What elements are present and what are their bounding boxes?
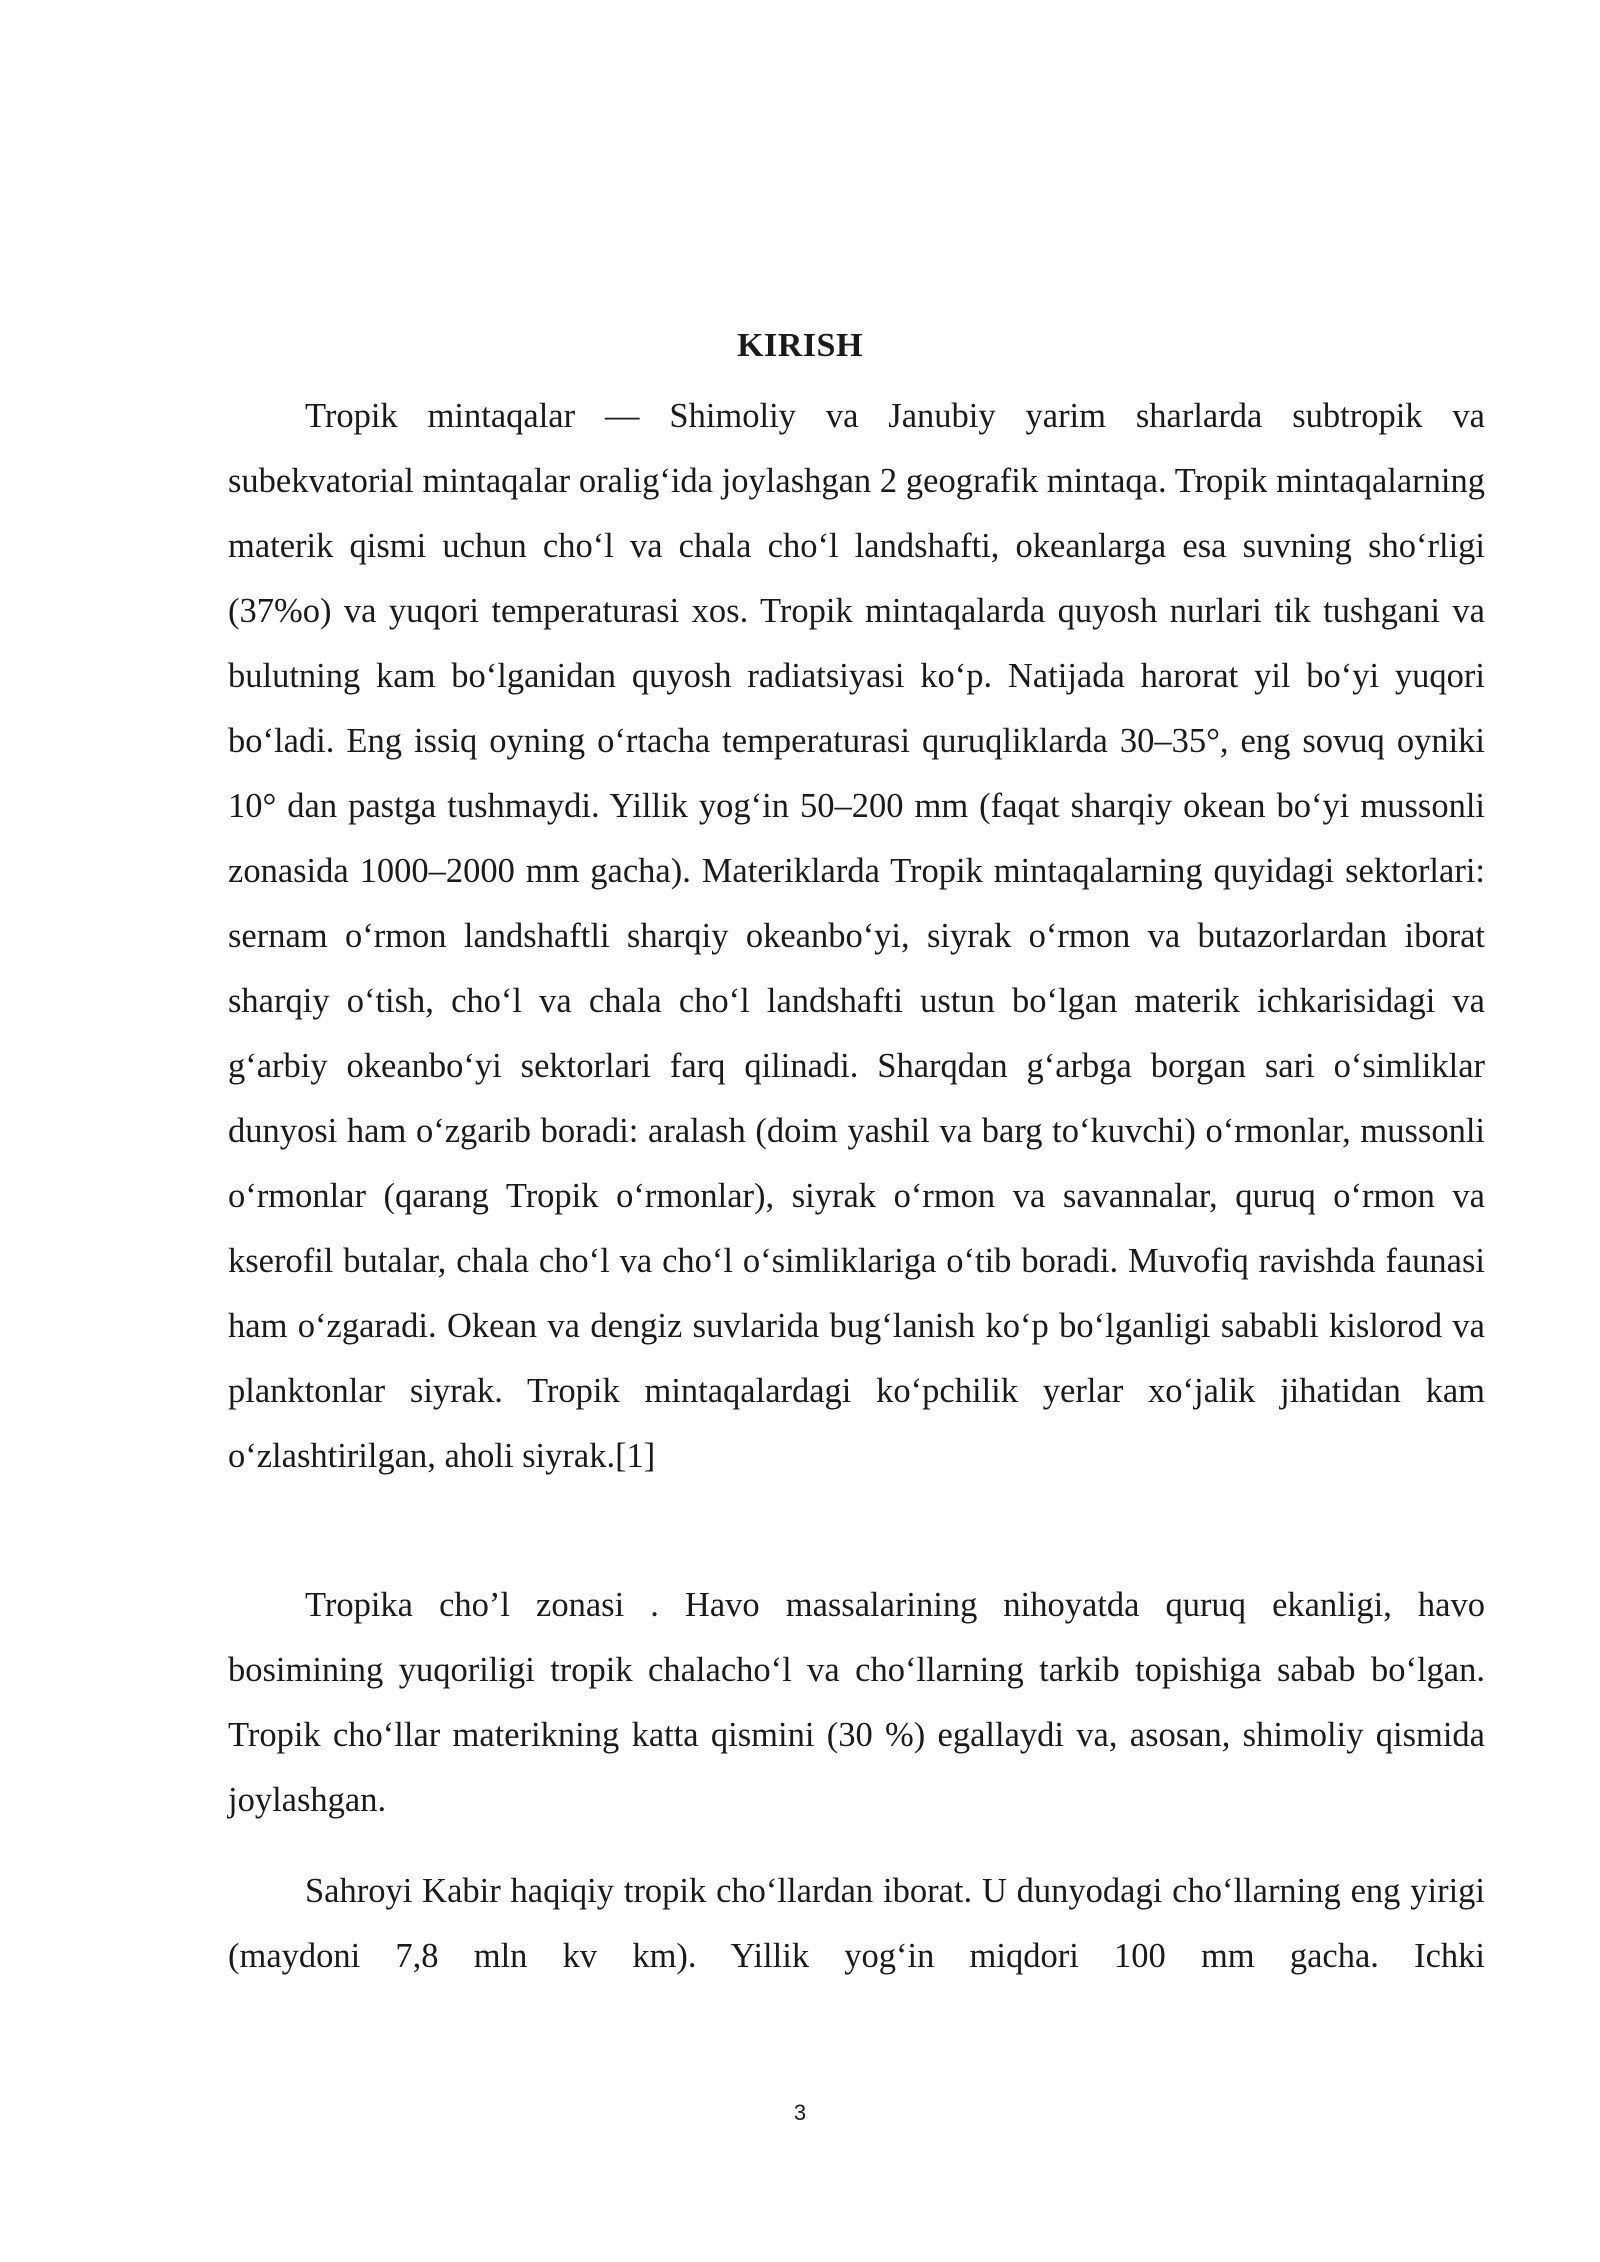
paragraph-desert-zone: Tropika cho’l zonasi . Havo massalarining nihoyatda quruq ekanligi, havo bosimining yuqoriligi tropik chalacho‘l va cho‘llarning tarkib topishiga sabab bo‘lgan. Tropik cho‘llar materikning katta qismini (30 %) egallaydi va, asosan, shimoliy qismida joylashgan. xyxy=(228,1586,1485,1819)
page-number: 3 xyxy=(793,2100,807,2125)
section-heading: KIRISH xyxy=(737,327,863,364)
paragraph-sahara: Sahroyi Kabir haqiqiy tropik cho‘llardan iborat. U dunyodagi cho‘llarning eng yirigi (maydoni 7,8 mln kv km). Yillik yog‘in miqdori 100 mm gacha. Ichki xyxy=(228,1872,1485,1975)
paragraph-intro: Tropik mintaqalar — Shimoliy va Janubiy yarim sharlarda subtropik va subekvatorial mintaqalar oralig‘ida joylashgan 2 geografik mintaqa. Tropik mintaqalarning materik qismi uchun cho‘l va chala cho‘l landshafti, okeanlarga esa suvning sho‘rligi (37%o) va yuqori temperaturasi xos. Tropik mintaqalarda quyosh nurlari tik tushgani va bulutning kam bo‘lganidan quyosh radiatsiyasi ko‘p. Natijada harorat yil bo‘yi yuqori bo‘ladi. Eng issiq oyning o‘rtacha temperaturasi quruqliklarda 30–35°, eng sovuq oyniki 10° dan pastga tushmaydi. Yillik yog‘in 50–200 mm (faqat sharqiy okean bo‘yi mussonli zonasida 1000–2000 mm gacha). Materiklarda Tropik mintaqalarning quyidagi sektorlari: sernam o‘rmon landshaftli sharqiy okeanbo‘yi, siyrak o‘rmon va butazorlardan iborat sharqiy o‘tish, cho‘l va chala cho‘l landshafti ustun bo‘lgan materik ichkarisidagi va g‘arbiy okeanbo‘yi sektorlari farq qilinadi. Sharqdan g‘arbga borgan sari o‘simliklar dunyosi ham o‘zgarib boradi: aralash (doim yashil va barg to‘kuvchi) o‘rmonlar, mussonli o‘rmonlar (qarang Tropik o‘rmonlar), siyrak o‘rmon va savannalar, quruq o‘rmon va kserofil butalar, chala cho‘l va cho‘l o‘simliklariga o‘tib boradi. Muvofiq ravishda faunasi ham o‘zgaradi. Okean va dengiz suvlarida bug‘lanish ko‘p bo‘lganligi sababli kislorod va planktonlar siyrak. Tropik mintaqalardagi ko‘pchilik yerlar xo‘jalik jihatidan kam o‘zlashtirilgan, aholi siyrak.[1] xyxy=(228,397,1485,1475)
